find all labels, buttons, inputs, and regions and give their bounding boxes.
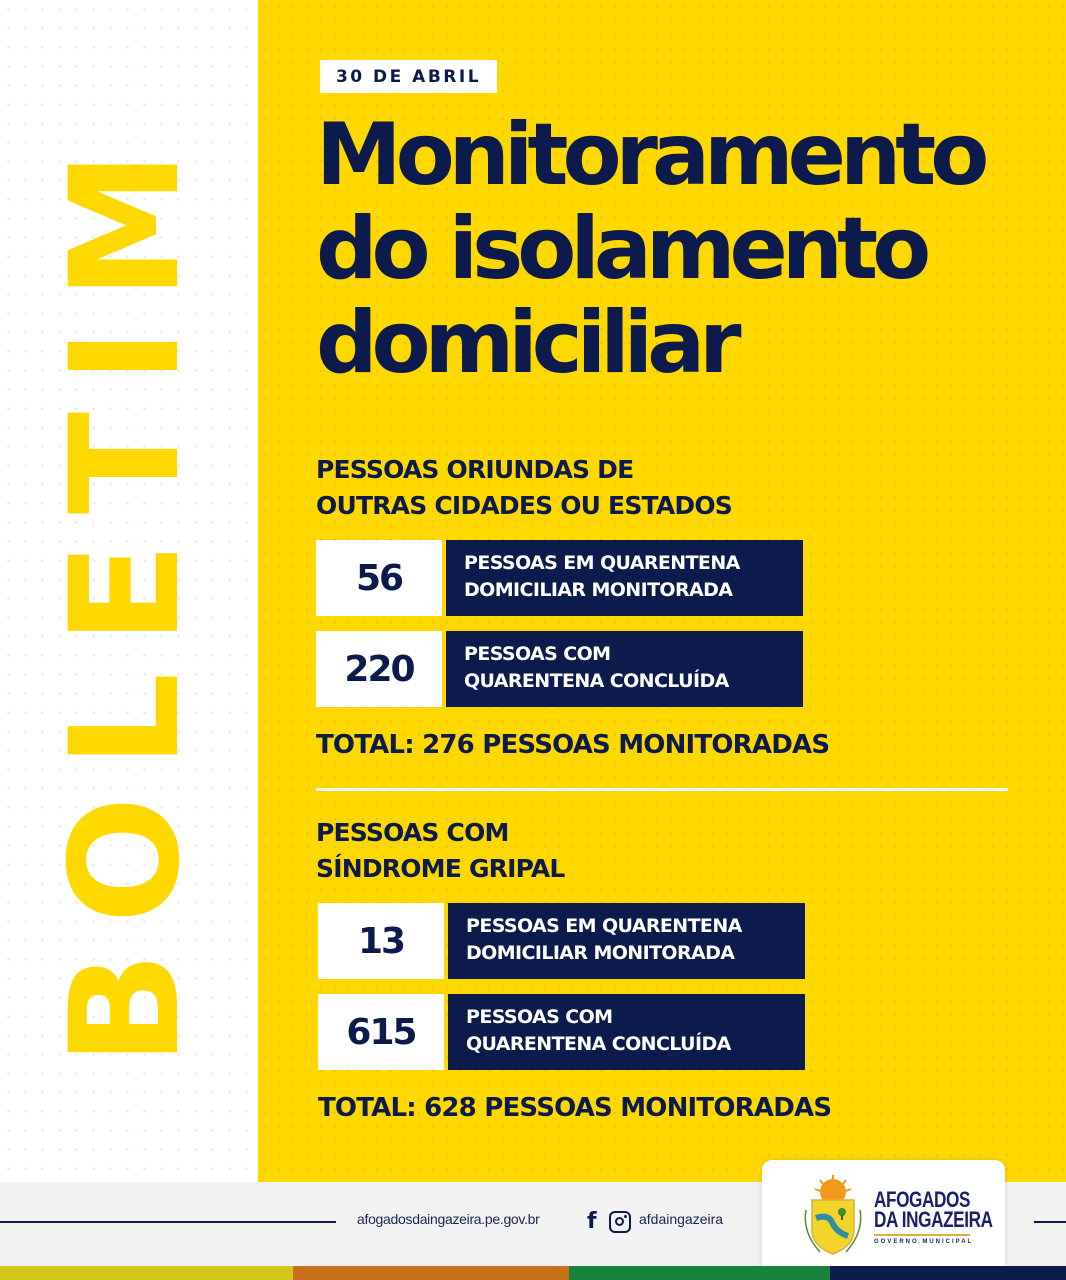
stat-value: 56 xyxy=(316,540,442,616)
title-line-3: domiciliar xyxy=(316,293,736,393)
stat-value: 220 xyxy=(316,631,442,707)
social-handle[interactable]: afdaingazeira xyxy=(639,1211,724,1227)
stat-row-quarantine-concluded xyxy=(316,631,803,707)
section-divider xyxy=(316,788,1008,791)
section-heading-line: PESSOAS ORIUNDAS DE xyxy=(316,455,634,484)
footer-rule xyxy=(1034,1221,1066,1223)
logo-rule xyxy=(874,1234,970,1236)
section-heading-flu-syndrome xyxy=(316,815,565,887)
logo-line-1: AFOGADOS xyxy=(874,1187,971,1212)
section-heading-line: SÍNDROME GRIPAL xyxy=(316,854,565,883)
color-bar-green xyxy=(569,1266,830,1280)
stat-value: 615 xyxy=(318,994,444,1070)
stat-label-line: QUARENTENA CONCLUÍDA xyxy=(464,670,729,692)
title-line-1: Monitoramento xyxy=(316,105,984,205)
instagram-icon[interactable] xyxy=(609,1211,631,1233)
section-total: TOTAL: 276 PESSOAS MONITORADAS xyxy=(316,730,830,760)
vertical-boletim-label: BOLETIM xyxy=(39,122,213,1066)
logo-wordmark xyxy=(874,1187,1026,1245)
website-link[interactable]: afogadosdaingazeira.pe.gov.br xyxy=(357,1211,540,1227)
section-total: TOTAL: 628 PESSOAS MONITORADAS xyxy=(318,1093,832,1123)
stat-label xyxy=(446,540,803,616)
logo-line-2: DA INGAZEIRA xyxy=(874,1207,993,1232)
stat-label-line: PESSOAS COM xyxy=(466,1006,613,1028)
title-line-2: do isolamento xyxy=(316,199,926,299)
stat-label-line: DOMICILIAR MONITORADA xyxy=(466,942,735,964)
stat-row-quarantine-concluded xyxy=(318,994,805,1070)
section-heading-line: PESSOAS COM xyxy=(316,818,509,847)
stat-label xyxy=(448,903,805,979)
page-title xyxy=(316,105,1036,393)
stat-label-line: PESSOAS EM QUARENTENA xyxy=(464,552,740,574)
stat-label xyxy=(446,631,803,707)
logo-subtitle: GOVERNO MUNICIPAL xyxy=(874,1239,974,1245)
stat-label-line: DOMICILIAR MONITORADA xyxy=(464,579,733,601)
coat-of-arms-icon xyxy=(798,1174,868,1258)
color-bar-navy xyxy=(830,1266,1066,1280)
footer-rule xyxy=(0,1221,336,1223)
date-badge: 30 DE ABRIL xyxy=(320,60,497,93)
section-heading-other-cities xyxy=(316,452,732,524)
facebook-icon[interactable]: f xyxy=(587,1209,597,1234)
stat-label-line: QUARENTENA CONCLUÍDA xyxy=(466,1033,731,1055)
municipal-logo xyxy=(762,1160,1005,1268)
stat-row-quarantine-monitored xyxy=(316,540,803,616)
stat-value: 13 xyxy=(318,903,444,979)
section-heading-line: OUTRAS CIDADES OU ESTADOS xyxy=(316,491,733,520)
stat-label-line: PESSOAS COM xyxy=(464,643,611,665)
stat-row-quarantine-monitored xyxy=(318,903,805,979)
color-bar-orange xyxy=(293,1266,569,1280)
stat-label-line: PESSOAS EM QUARENTENA xyxy=(466,915,742,937)
stat-label xyxy=(448,994,805,1070)
color-bar-olive xyxy=(0,1266,293,1280)
